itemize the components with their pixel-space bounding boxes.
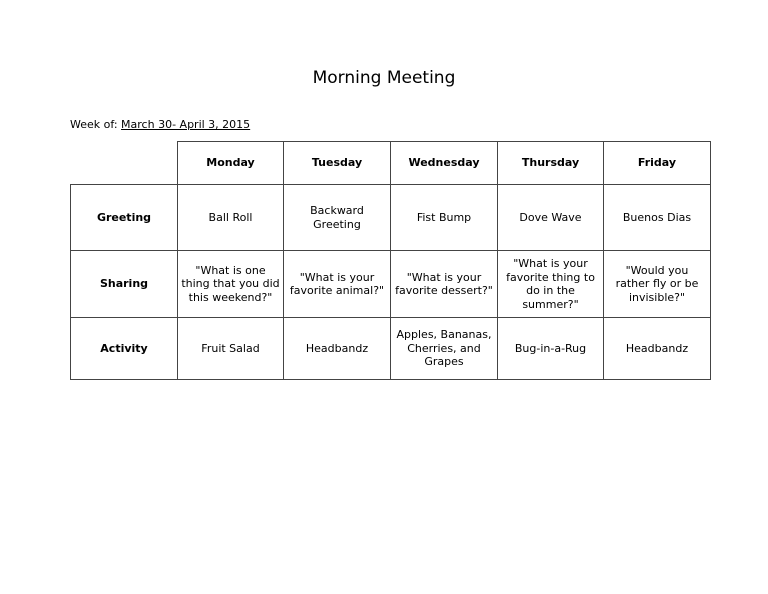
table-cell: Dove Wave bbox=[498, 185, 604, 251]
schedule-table bbox=[70, 141, 711, 380]
table-row-greeting bbox=[71, 185, 711, 251]
row-header-greeting: Greeting bbox=[71, 185, 178, 251]
day-header-tuesday: Tuesday bbox=[284, 142, 391, 185]
week-of-line bbox=[70, 118, 250, 131]
day-header-friday: Friday bbox=[604, 142, 711, 185]
table-cell: "What is your favorite thing to do in the summer?" bbox=[498, 251, 604, 318]
table-row-activity bbox=[71, 318, 711, 380]
day-header-thursday: Thursday bbox=[498, 142, 604, 185]
row-header-sharing: Sharing bbox=[71, 251, 178, 318]
table-cell: "Would you rather fly or be invisible?" bbox=[604, 251, 711, 318]
table-cell: "What is your favorite animal?" bbox=[284, 251, 391, 318]
week-of-date: March 30- April 3, 2015 bbox=[121, 118, 251, 131]
table-cell: Backward Greeting bbox=[284, 185, 391, 251]
day-header-monday: Monday bbox=[178, 142, 284, 185]
table-cell: Fist Bump bbox=[391, 185, 498, 251]
table-cell: Ball Roll bbox=[178, 185, 284, 251]
table-cell: Headbandz bbox=[604, 318, 711, 380]
table-cell: Bug-in-a-Rug bbox=[498, 318, 604, 380]
day-header-wednesday: Wednesday bbox=[391, 142, 498, 185]
corner-cell bbox=[71, 142, 178, 185]
table-cell: "What is your favorite dessert?" bbox=[391, 251, 498, 318]
week-of-label: Week of: bbox=[70, 118, 122, 131]
row-header-activity: Activity bbox=[71, 318, 178, 380]
table-cell: Buenos Dias bbox=[604, 185, 711, 251]
table-cell: Headbandz bbox=[284, 318, 391, 380]
table-cell: Apples, Bananas, Cherries, and Grapes bbox=[391, 318, 498, 380]
page-title: Morning Meeting bbox=[312, 68, 456, 88]
header-row bbox=[71, 142, 711, 185]
table-cell: "What is one thing that you did this weekend?" bbox=[178, 251, 284, 318]
table-row-sharing bbox=[71, 251, 711, 318]
table-cell: Fruit Salad bbox=[178, 318, 284, 380]
